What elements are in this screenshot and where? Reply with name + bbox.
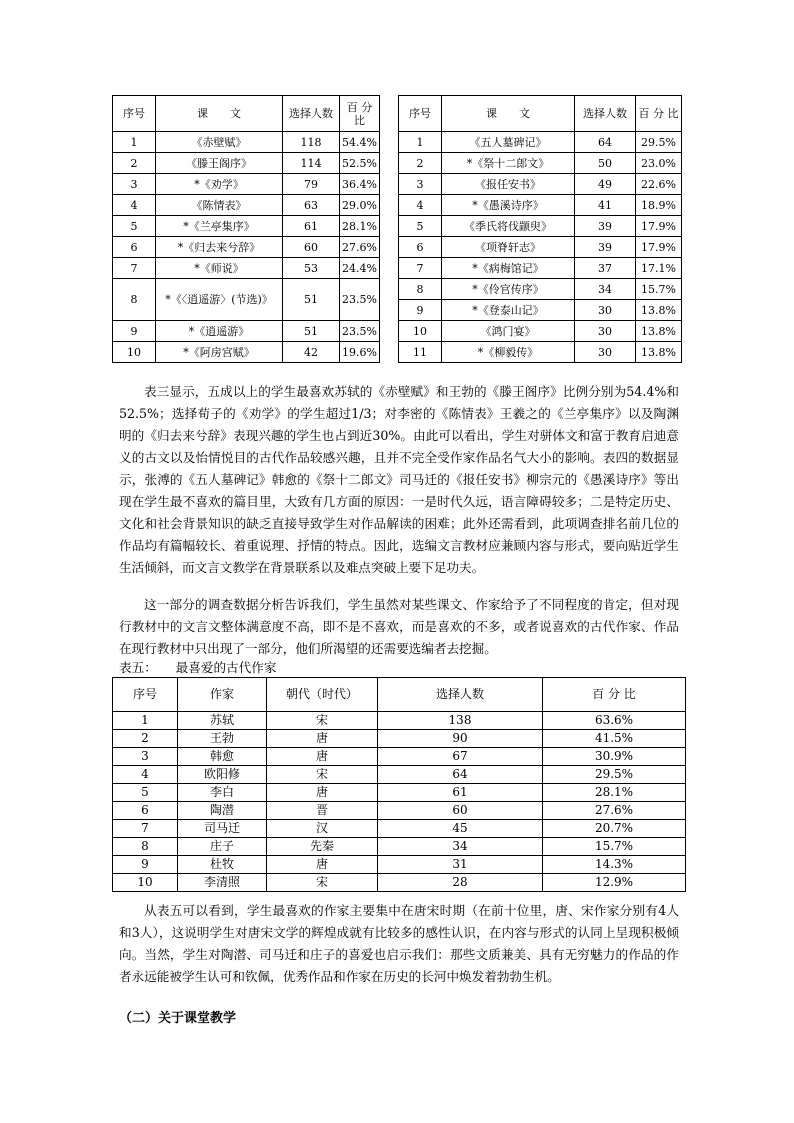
table-row [113,784,686,802]
cell-index: 8 [113,838,178,856]
cell-index: 11 [399,342,442,363]
table-row [113,730,686,748]
cell-index: 7 [113,820,178,838]
table-row [399,237,682,258]
cell-count: 42 [283,342,340,363]
cell-index: 4 [113,766,178,784]
header-dynasty: 朝代（时代） [267,678,378,712]
cell-index: 6 [113,802,178,820]
table-header-row [113,678,686,712]
cell-dynasty: 唐 [267,730,378,748]
table-row [113,766,686,784]
header-index: 序号 [113,678,178,712]
cell-author: 韩愈 [178,748,267,766]
cell-count: 61 [378,784,543,802]
cell-count: 67 [378,748,543,766]
cell-text: *《归去来兮辞》 [156,237,283,258]
cell-text: 《五人墓碑记》 [442,132,575,153]
table-5-favorite-authors [112,677,686,892]
cell-count: 41 [575,195,636,216]
table-row [113,195,380,216]
cell-index: 8 [399,279,442,300]
cell-index: 5 [113,784,178,802]
table-row [113,174,380,195]
cell-percent: 29.5% [636,132,682,153]
cell-index: 3 [113,748,178,766]
table-row [399,216,682,237]
table-row [399,321,682,342]
table-4-least-favorite-texts [398,95,682,363]
paragraph-table5-analysis: 从表五可以看到，学生最喜欢的作家主要集中在唐宋时期（在前十位里，唐、宋作家分别有4人和3人），这说明学生对唐宋文学的辉煌成就有比较多的感性认识，在内容与形式的认同上呈现积极倾向。当然，学生对陶潜、司马迁和庄子的喜爱也启示我们：那些文质兼美、具有无穷魅力的作品的作者永远能被学生认可和钦佩，优秀作品和作家在历史的长河中焕发着勃勃生机。 [119,903,679,984]
cell-text: *《阿房宫赋》 [156,342,283,363]
cell-count: 51 [283,321,340,342]
cell-index: 2 [113,153,156,174]
cell-index: 7 [399,258,442,279]
cell-text: *《伶官传序》 [442,279,575,300]
cell-dynasty: 先秦 [267,838,378,856]
cell-index: 10 [113,874,178,892]
cell-index: 1 [113,712,178,730]
cell-percent: 36.4% [340,174,380,195]
cell-count: 30 [575,321,636,342]
cell-percent: 15.7% [636,279,682,300]
cell-dynasty: 唐 [267,748,378,766]
cell-text: 《陈情表》 [156,195,283,216]
cell-count: 39 [575,216,636,237]
table-row [399,153,682,174]
cell-count: 118 [283,132,340,153]
table-row [399,132,682,153]
cell-index: 9 [113,321,156,342]
cell-count: 39 [575,237,636,258]
cell-count: 64 [575,132,636,153]
cell-count: 64 [378,766,543,784]
cell-count: 49 [575,174,636,195]
cell-count: 53 [283,258,340,279]
cell-percent: 19.6% [340,342,380,363]
cell-count: 37 [575,258,636,279]
cell-percent: 17.1% [636,258,682,279]
cell-percent: 29.0% [340,195,380,216]
cell-text: 《报任安书》 [442,174,575,195]
cell-index: 5 [113,216,156,237]
cell-text: *《师说》 [156,258,283,279]
cell-percent: 17.9% [636,237,682,258]
cell-count: 34 [378,838,543,856]
cell-dynasty: 宋 [267,712,378,730]
table-row [399,342,682,363]
table-row [399,279,682,300]
cell-percent: 41.5% [543,730,686,748]
table-header-row [399,96,682,132]
cell-count: 31 [378,856,543,874]
table-row [113,820,686,838]
table-5-caption: 表五： 最喜爱的古代作家 [119,660,277,675]
header-text: 课 文 [442,96,575,132]
cell-index: 6 [113,237,156,258]
header-percent: 百 分 比 [340,96,380,132]
paragraph-survey-summary: 这一部分的调查数据分析告诉我们，学生虽然对某些课文、作家给予了不同程度的肯定，但对现行教材中的文言文整体满意度不高，即不是不喜欢，而是喜欢的不多，或者说喜欢的古代作家、作品在现行教材中只出现了一部分，他们所渴望的还需要选编者去挖掘。 [119,597,679,656]
table-row [399,174,682,195]
cell-count: 30 [575,300,636,321]
cell-index: 2 [113,730,178,748]
table-row [113,153,380,174]
cell-author: 王勃 [178,730,267,748]
cell-count: 51 [283,279,340,321]
cell-count: 60 [283,237,340,258]
header-count: 选择人数 [575,96,636,132]
cell-index: 5 [399,216,442,237]
cell-percent: 52.5% [340,153,380,174]
paragraph-table3-analysis: 表三显示，五成以上的学生最喜欢苏轼的《赤壁赋》和王勃的《滕王阁序》比例分别为54.4%和52.5%；选择荀子的《劝学》的学生超过1/3；对李密的《陈情表》王羲之的《兰亭集序》以及陶渊明的《归去来兮辞》表现兴趣的学生也占到近30%。由此可以看出，学生对骈体文和富于教育启迪意义的古文以及怡情悦目的古代作品较感兴趣，且并不完全受作家作品名气大小的影响。表四的数据显示，张溥的《五人墓碑记》韩愈的《祭十二郎文》司马迁的《报任安书》柳宗元的《愚溪诗序》等出现在学生最不喜欢的篇目里，大致有几方面的原因：一是时代久远，语言障碍较多；二是特定历史、文化和社会背景知识的缺乏直接导致学生对作品解读的困难；此外还需看到，此项调查排名前几位的作品均有篇幅较长、着重说理、抒情的特点。因此，选编文言教材应兼顾内容与形式，要向贴近学生生活倾斜，而文言文教学在背景联系以及难点突破上要下足功夫。 [119,384,679,575]
cell-percent: 28.1% [340,216,380,237]
cell-author: 杜牧 [178,856,267,874]
cell-text: *《柳毅传》 [442,342,575,363]
table-row [113,258,380,279]
cell-percent: 30.9% [543,748,686,766]
table-row [113,802,686,820]
table-row [399,300,682,321]
cell-percent: 63.6% [543,712,686,730]
cell-author: 庄子 [178,838,267,856]
cell-percent: 18.9% [636,195,682,216]
table-row [113,712,686,730]
table-3-favorite-texts [112,95,380,363]
cell-count: 34 [575,279,636,300]
cell-count: 28 [378,874,543,892]
cell-text: *《祭十二郎文》 [442,153,575,174]
cell-text: 《季氏将伐颛臾》 [442,216,575,237]
header-author: 作家 [178,678,267,712]
cell-percent: 54.4% [340,132,380,153]
cell-text: *《逍遥游》 [156,321,283,342]
cell-index: 7 [113,258,156,279]
section-heading: （二）关于课堂教学 [119,1011,237,1026]
cell-text: *《登泰山记》 [442,300,575,321]
cell-index: 4 [113,195,156,216]
cell-index: 9 [399,300,442,321]
table-header-row [113,96,380,132]
table-row [113,838,686,856]
table-row [113,321,380,342]
cell-text: *《〈逍遥游〉(节选)》 [156,279,283,321]
cell-dynasty: 宋 [267,766,378,784]
cell-percent: 14.3% [543,856,686,874]
cell-dynasty: 宋 [267,874,378,892]
cell-index: 6 [399,237,442,258]
cell-index: 3 [399,174,442,195]
cell-text: 《鸿门宴》 [442,321,575,342]
cell-percent: 12.9% [543,874,686,892]
cell-index: 8 [113,279,156,321]
cell-count: 60 [378,802,543,820]
cell-count: 79 [283,174,340,195]
cell-index: 10 [113,342,156,363]
cell-percent: 13.8% [636,342,682,363]
cell-percent: 23.5% [340,321,380,342]
cell-count: 30 [575,342,636,363]
cell-percent: 23.0% [636,153,682,174]
cell-author: 欧阳修 [178,766,267,784]
table-row [113,874,686,892]
cell-author: 苏轼 [178,712,267,730]
cell-percent: 15.7% [543,838,686,856]
cell-count: 50 [575,153,636,174]
table-row [113,132,380,153]
cell-percent: 24.4% [340,258,380,279]
cell-percent: 22.6% [636,174,682,195]
cell-index: 2 [399,153,442,174]
header-count: 选择人数 [378,678,543,712]
cell-percent: 17.9% [636,216,682,237]
cell-percent: 29.5% [543,766,686,784]
cell-text: *《愚溪诗序》 [442,195,575,216]
cell-author: 李白 [178,784,267,802]
cell-author: 司马迁 [178,820,267,838]
cell-percent: 13.8% [636,321,682,342]
cell-count: 138 [378,712,543,730]
cell-index: 9 [113,856,178,874]
cell-count: 114 [283,153,340,174]
cell-author: 陶潜 [178,802,267,820]
header-index: 序号 [113,96,156,132]
cell-dynasty: 唐 [267,856,378,874]
cell-index: 1 [113,132,156,153]
table-row [399,195,682,216]
header-percent: 百 分 比 [543,678,686,712]
header-count: 选择人数 [283,96,340,132]
table-row [113,342,380,363]
cell-count: 45 [378,820,543,838]
header-index: 序号 [399,96,442,132]
cell-percent: 27.6% [543,802,686,820]
table-row [113,279,380,321]
table-row [113,748,686,766]
cell-dynasty: 晋 [267,802,378,820]
table-row [113,216,380,237]
cell-count: 61 [283,216,340,237]
header-text: 课 文 [156,96,283,132]
cell-text: *《病梅馆记》 [442,258,575,279]
cell-author: 李清照 [178,874,267,892]
header-percent: 百 分 比 [636,96,682,132]
cell-percent: 23.5% [340,279,380,321]
cell-index: 10 [399,321,442,342]
cell-index: 4 [399,195,442,216]
cell-text: *《劝学》 [156,174,283,195]
cell-count: 63 [283,195,340,216]
table-row [113,856,686,874]
table-row [113,237,380,258]
cell-percent: 27.6% [340,237,380,258]
cell-percent: 13.8% [636,300,682,321]
cell-text: 《赤壁赋》 [156,132,283,153]
cell-index: 3 [113,174,156,195]
cell-percent: 28.1% [543,784,686,802]
cell-percent: 20.7% [543,820,686,838]
table-row [399,258,682,279]
cell-text: 《项脊轩志》 [442,237,575,258]
cell-text: 《滕王阁序》 [156,153,283,174]
cell-text: *《兰亭集序》 [156,216,283,237]
cell-dynasty: 汉 [267,820,378,838]
cell-count: 90 [378,730,543,748]
cell-index: 1 [399,132,442,153]
cell-dynasty: 唐 [267,784,378,802]
